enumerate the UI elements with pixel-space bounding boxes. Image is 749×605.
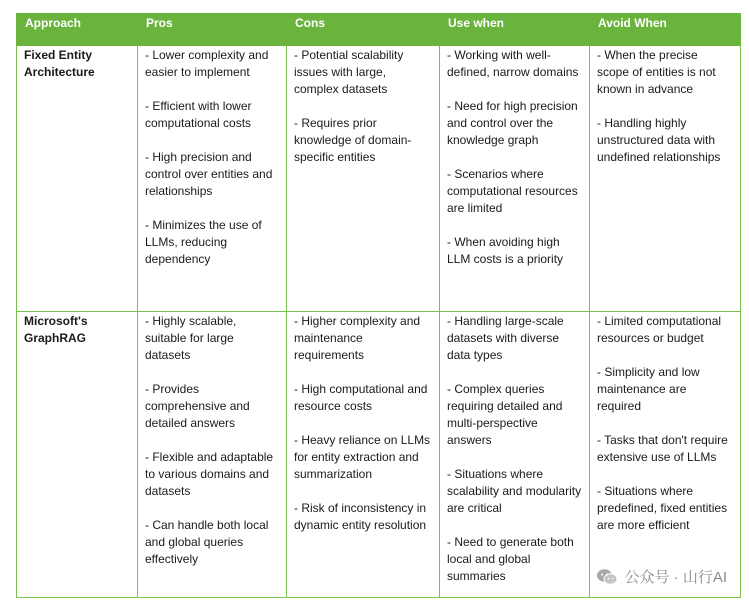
list-item: - Scenarios where computational resources are limited	[447, 167, 578, 215]
list-item: - Potential scalability issues with large, complex datasets	[294, 48, 404, 96]
list-item: - Complex queries requiring detailed and multi-perspective answers	[447, 382, 563, 447]
list-item: - Risk of inconsistency in dynamic entity resolution	[294, 501, 427, 532]
list-item: - Tasks that don't require extensive use of LLMs	[597, 433, 728, 464]
list-item: - Situations where predefined, fixed entities are more efficient	[597, 484, 728, 532]
avoid-when-cell	[590, 46, 741, 312]
header-row	[17, 14, 741, 46]
pros-cell	[138, 46, 287, 312]
wechat-icon	[596, 568, 618, 586]
list-item: - Flexible and adaptable to various domains and datasets	[145, 450, 274, 498]
use-when-cell	[440, 46, 590, 312]
header-cons: Cons	[287, 14, 440, 46]
header-avoid-when: Avoid When	[590, 14, 741, 46]
header-pros: Pros	[138, 14, 287, 46]
list-item: - When the precise scope of entities is not known in advance	[597, 48, 716, 96]
list-item: - Handling highly unstructured data with undefined relationships	[597, 116, 721, 164]
pros-cell	[138, 312, 287, 598]
list-item: - Minimizes the use of LLMs, reducing dependency	[145, 218, 262, 266]
comparison-table	[16, 13, 741, 598]
list-item: - Working with well-defined, narrow domains	[447, 48, 579, 79]
list-item: - Highly scalable, suitable for large datasets	[145, 314, 237, 362]
watermark-text: 公众号 · 山行AI	[624, 569, 727, 586]
cons-cell	[287, 46, 440, 312]
list-item: - Lower complexity and easier to implement	[145, 48, 269, 79]
table-row	[17, 312, 741, 598]
list-item: - Handling large-scale datasets with diverse data types	[447, 314, 564, 362]
list-item: - When avoiding high LLM costs is a priority	[447, 235, 564, 266]
list-item: - Provides comprehensive and detailed answers	[145, 382, 250, 430]
approach-cell: Microsoft's GraphRAG	[17, 312, 138, 598]
cons-cell	[287, 312, 440, 598]
header-use-when: Use when	[440, 14, 590, 46]
watermark	[596, 566, 727, 587]
table-row	[17, 46, 741, 312]
use-when-cell	[440, 312, 590, 598]
list-item: - Efficient with lower computational costs	[145, 99, 252, 130]
list-item: - Heavy reliance on LLMs for entity extraction and summarization	[294, 433, 431, 481]
list-item: - High precision and control over entities and relationships	[145, 150, 273, 198]
list-item: - Requires prior knowledge of domain-specific entities	[294, 116, 412, 164]
list-item: - Simplicity and low maintenance are required	[597, 365, 700, 413]
list-item: - Can handle both local and global queries effectively	[145, 518, 269, 566]
header-approach: Approach	[17, 14, 138, 46]
avoid-when-cell	[590, 312, 741, 598]
list-item: - Need to generate both local and global summaries	[447, 535, 574, 583]
list-item: - Limited computational resources or budget	[597, 314, 722, 345]
approach-cell: Fixed Entity Architecture	[17, 46, 138, 312]
list-item: - Need for high precision and control over the knowledge graph	[447, 99, 578, 147]
list-item: - Higher complexity and maintenance requirements	[294, 314, 421, 362]
list-item: - Situations where scalability and modularity are critical	[447, 467, 582, 515]
list-item: - High computational and resource costs	[294, 382, 428, 413]
